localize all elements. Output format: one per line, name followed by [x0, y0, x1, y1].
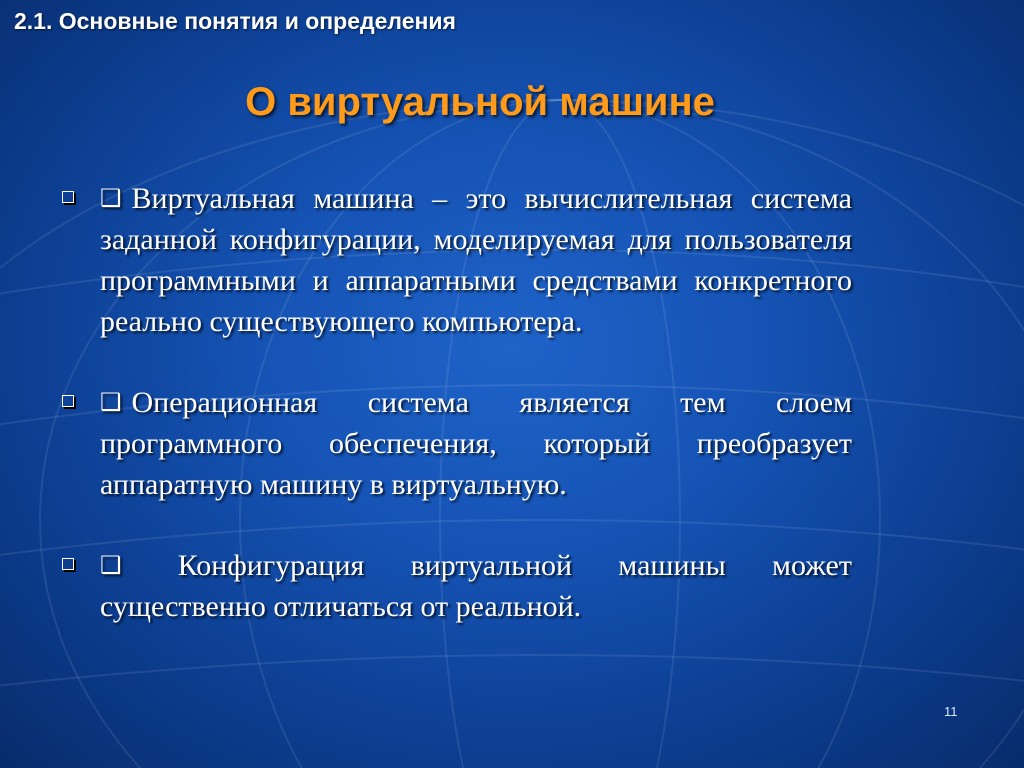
bullet-text: Конфигурация виртуальной машины может существенно отличаться от реальной. — [100, 549, 852, 623]
square-bullet-icon — [62, 395, 74, 407]
page-number: 11 — [944, 704, 958, 719]
bullet-text-container — [100, 382, 852, 505]
bullet-text-container — [100, 178, 852, 342]
bullet-item — [62, 545, 852, 627]
bullet-list — [62, 178, 852, 667]
bullet-item — [62, 382, 852, 505]
section-heading: 2.1. Основные понятия и определения — [14, 8, 456, 34]
bullet-text-container — [100, 545, 852, 627]
checkbox-square-icon: ❑ — [100, 390, 122, 416]
bullet-text: Виртуальная машина – это вычислительная система заданной конфигурации, моделируемая для пользователя программными и аппаратными средствами конкретного реально существующего компьютера. — [100, 182, 852, 338]
checkbox-square-icon: ❑ — [100, 186, 122, 212]
square-bullet-icon — [62, 558, 74, 570]
slide-title: О виртуальной машине — [245, 80, 715, 124]
square-bullet-icon — [62, 191, 74, 203]
bullet-item — [62, 178, 852, 342]
checkbox-square-icon: ❑ — [100, 553, 122, 579]
bullet-text: Операционная система является тем слоем программного обеспечения, который преобразует аппаратную машину в виртуальную. — [100, 386, 852, 501]
